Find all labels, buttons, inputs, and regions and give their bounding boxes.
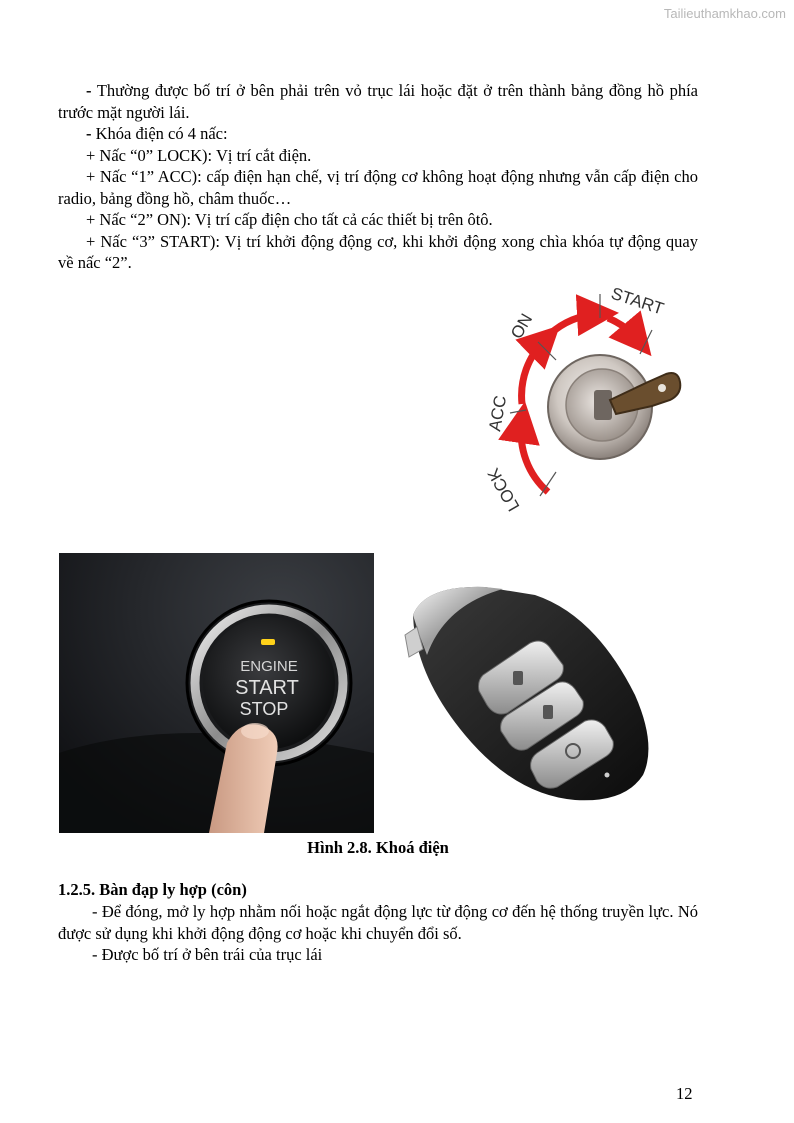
intro-text xyxy=(58,80,698,274)
lock-label: LOCK xyxy=(483,464,524,514)
paragraph: + Nấc “1” ACC): cấp điện hạn chế, vị trí động cơ không hoạt động nhưng vẫn cấp điện cho radio, bảng đồng hồ, châm thuốc… xyxy=(58,167,698,208)
paragraph: + Nấc “2” ON): Vị trí cấp điện cho tất cả các thiết bị trên ôtô. xyxy=(86,210,493,229)
section-text xyxy=(58,901,698,966)
paragraph: + Nấc “3” START): Vị trí khởi động động cơ, khi khởi động xong chìa khóa tự động quay về nấc “2”. xyxy=(58,231,698,272)
ignition-switch-figure xyxy=(470,282,695,514)
acc-label: ACC xyxy=(485,394,511,433)
paragraph: - Khóa điện có 4 nấc: xyxy=(86,124,228,143)
page-number: 12 xyxy=(676,1084,693,1103)
start-label: START xyxy=(608,283,667,319)
stop-label: STOP xyxy=(239,699,289,719)
paragraph: + Nấc “0” LOCK): Vị trí cắt điện. xyxy=(86,145,312,165)
figure-caption: Hình 2.8. Khoá điện xyxy=(307,838,449,857)
paragraph: - Được bố trí ở bên trái của trục lái xyxy=(92,945,323,964)
watermark: Tailieuthamkhao.com xyxy=(663,6,786,21)
start-stop-button-photo xyxy=(59,553,374,833)
section-title: 1.2.5. Bàn đạp ly hợp (côn) xyxy=(58,880,247,899)
start-label: START xyxy=(235,677,299,699)
paragraph: - Để đóng, mở ly hợp nhằm nối hoặc ngắt động lực từ động cơ đến hệ thống truyền lực. Nó được sử dụng khi khởi động động cơ hoặc khi chuyển đổi số. xyxy=(58,902,698,943)
engine-label: ENGINE xyxy=(240,658,298,675)
on-label: ON xyxy=(507,310,537,342)
start-stop-button-illustration xyxy=(59,553,374,833)
paragraph: - Thường được bố trí ở bên phải trên vỏ trục lái hoặc đặt ở trên thành bảng đồng hồ phía trước mặt người lái. xyxy=(58,81,698,122)
smart-key-fob-photo xyxy=(395,575,665,810)
